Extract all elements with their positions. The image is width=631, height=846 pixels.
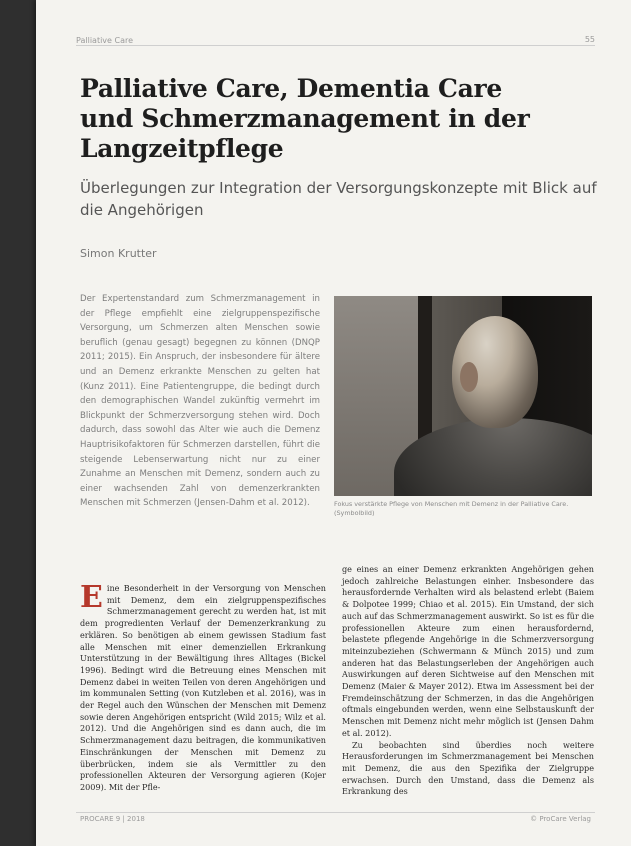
article-photo <box>334 296 592 496</box>
journal-page <box>36 0 631 846</box>
author-name: Simon Krutter <box>80 247 157 260</box>
article-title: Palliative Care, Dementia Care und Schmerzmanagement in der Langzeitpflege <box>80 74 530 163</box>
right-column-paragraph: ge eines an einer Demenz erkrankten Angehörigen gehen jedoch zahlreiche Belastungen einher. Insbesondere das herausfordernde Verhalten wird als belastend erlebt (Baiem & Dolpotee 1999; Chiao et al. 2015). Ein Umstand, der sich auch auf das Schmerzmanagement auswirkt. So ist es für die professionellen Akteure zum einen herausfordernd, belastete pflegende Angehörige in die Schmerzversorgung miteinzubeziehen (Schwermann & Münch 2015) und zum anderen hat das Belastungserleben der Angehörigen auch Auswirkungen auf deren Sichtweise auf den Menschen mit Demenz (Maier & Mayer 2012). Etwa im Assessment bei der Fremdeinschätzung der Schmerzen, in das die Angehörigen oftmals eingebunden werden, wenn eine Selbstauskunft der Menschen mit Demenz nicht mehr möglich ist (Jensen Dahm et al. 2012). <box>342 564 594 738</box>
footer-journal: PROCARE 9 | 2018 <box>80 815 145 823</box>
drop-cap: E <box>80 580 103 615</box>
photo-caption: Fokus verstärkte Pflege von Menschen mit Demenz in der Palliative Care. (Symbolbild) <box>334 500 569 517</box>
page-number: 55 <box>584 35 595 44</box>
header-rule <box>76 45 595 46</box>
right-column-paragraph: Zu beobachten sind überdies noch weitere Herausforderungen im Schmerzmanagement bei Menschen mit Demenz, die aus den Spezifika der Zielgruppe erwachsen. Durch den Umstand, dass die Demenz als Erkrankung des <box>342 739 594 797</box>
section-label: Palliative Care <box>76 36 134 45</box>
body-column-right <box>342 564 594 798</box>
article-subtitle: Überlegungen zur Integration der Versorgungskonzepte mit Blick auf die Angehörigen <box>80 179 597 219</box>
photo-person-ear <box>460 362 478 392</box>
footer-rule <box>76 812 595 813</box>
body-column-left <box>80 580 326 794</box>
left-column-text: ine Besonderheit in der Versorgung von Menschen mit Demenz, dem ein zielgruppenspezifisches Schmerzmanagement gerecht zu werden hat, ist mit dem progredienten Verlauf der Demenzerkrankung zu erklären. So benötigen ab einem gewissen Stadium fast alle Menschen mit einer demenziellen Erkrankung Unterstützung in der Bewältigung ihres Alltages (Bickel 1996). Bedingt wird die Betreuung eines Menschen mit Demenz dabei in weiten Teilen von deren Angehörigen und im kommunalen Setting (von Kutzleben et al. 2016), was in der Regel auch den Wünschen der Menschen mit Demenz sowie deren Angehörigen entspricht (Wild 2015; Wilz et al. 2012). Und die Angehörigen sind es dann auch, die im Schmerzmanagement dazu beitragen, die kommunikativen Einschränkungen der Menschen mit Demenz zu überbrücken, indem sie als Vermittler zu den professionellen Akteuren der Versorgung agieren (Kojer 2009). Mit der Pfle- <box>80 583 326 792</box>
intro-paragraph: Der Expertenstandard zum Schmerzmanagement in der Pflege empfiehlt eine zielgruppenspezifische Versorgung, um Schmerzen alten Menschen sowie beruflich (genau gesagt) begegnen zu können (DNQP 2011; 2015). Ein Anspruch, der insbesondere für ältere und an Demenz erkrankte Menschen zu gelten hat (Kunz 2011). Eine Patientengruppe, die bedingt durch den demographischen Wandel zukünftig vermehrt im Blickpunkt der Schmerzversorgung stehen wird. Doch dadurch, dass sowohl das Alter wie auch die Demenz Hauptrisikofaktoren für Schmerzen darstellen, führt die steigende Lebenserwartung nicht nur zu einer Zunahme an Menschen mit Demenz, sondern auch zu einer wachsenden Zahl von demenzerkrankten Menschen mit Schmerzen (Jensen-Dahm et al. 2012). <box>80 294 320 509</box>
footer-publisher: © ProCare Verlag <box>530 815 591 823</box>
